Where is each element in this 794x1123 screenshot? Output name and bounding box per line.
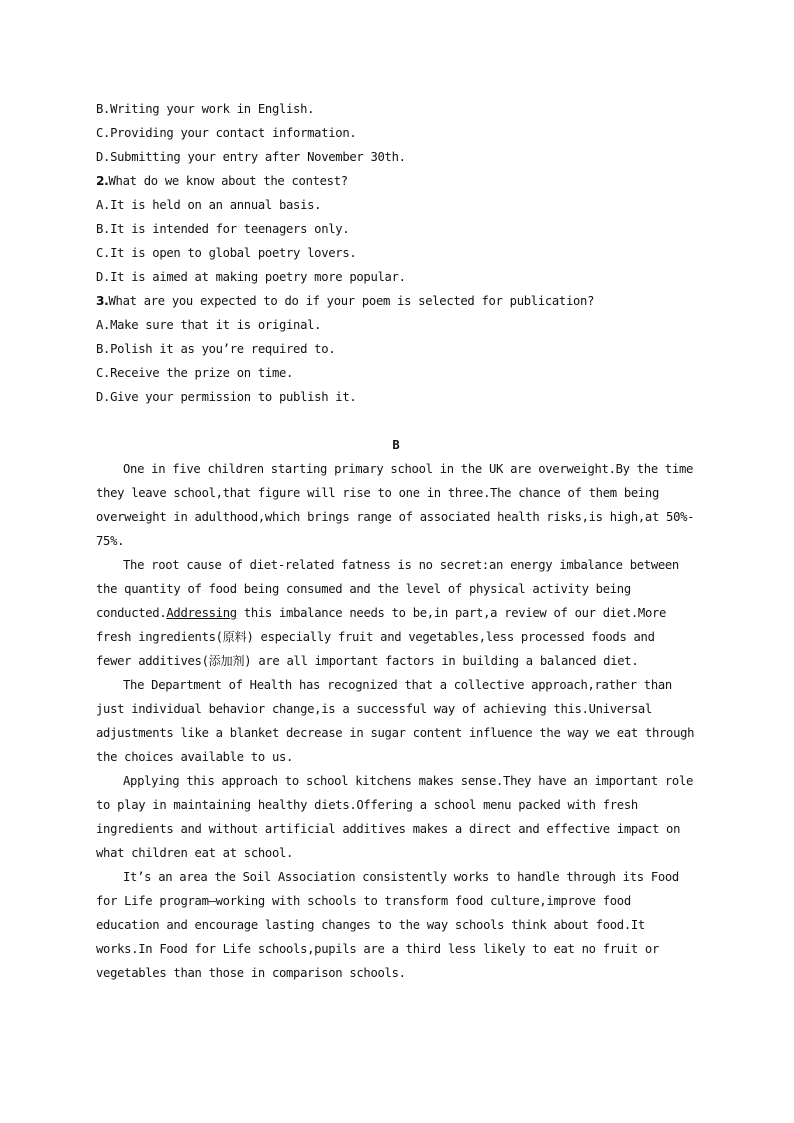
q2-option-c: C.It is open to global poetry lovers.	[96, 246, 357, 260]
q3-option-b: B.Polish it as you’re required to.	[96, 342, 336, 356]
paragraph-line: vegetables than those in comparison schools.	[96, 966, 406, 980]
passage-b-paragraph-4	[96, 769, 696, 865]
q3-option-a: A.Make sure that it is original.	[96, 318, 322, 332]
paragraph-line: It’s an area the Soil Association consistently works to handle through its Food	[123, 870, 679, 884]
q3-number: 3.	[96, 294, 109, 308]
paragraph-line: the choices available to us.	[96, 750, 294, 764]
paragraph-line: fewer additives(添加剂) are all important factors in building a balanced diet.	[96, 654, 639, 668]
q3-option-d: D.Give your permission to publish it.	[96, 390, 357, 404]
paragraph-line: for Life program—working with schools to transform food culture,improve food	[96, 894, 631, 908]
paragraph-line: what children eat at school.	[96, 846, 294, 860]
paragraph-line: 75%.	[96, 534, 125, 548]
paragraph-line: The root cause of diet-related fatness is no secret:an energy imbalance between	[123, 558, 679, 572]
paragraph-line: just individual behavior change,is a successful way of achieving this.Universal	[96, 702, 652, 716]
paragraph-line: ingredients and without artificial additives makes a direct and effective impact on	[96, 822, 681, 836]
q1-option-b: B.Writing your work in English.	[96, 102, 315, 116]
q3-stem-line	[96, 289, 696, 313]
paragraph-line: One in five children starting primary school in the UK are overweight.By the time	[123, 462, 694, 476]
passage-b-paragraph-2	[96, 553, 696, 673]
paragraph-line: to play in maintaining healthy diets.Offering a school menu packed with fresh	[96, 798, 638, 812]
paragraph-line: overweight in adulthood,which brings range of associated health risks,is high,at 50%-	[96, 510, 695, 524]
passage-b-paragraph-5	[96, 865, 696, 985]
text-segment: this imbalance needs to be,in part,a review of our diet.More	[236, 606, 667, 620]
paragraph-line: Applying this approach to school kitchens makes sense.They have an important role	[123, 774, 694, 788]
q1-option-c: C.Providing your contact information.	[96, 126, 357, 140]
paragraph-line	[96, 601, 696, 625]
passage-b-paragraph-3	[96, 673, 696, 769]
document-page	[96, 97, 696, 985]
question-3	[96, 289, 696, 409]
underlined-word-addressing: Addressing	[166, 606, 237, 620]
paragraph-line: works.In Food for Life schools,pupils are a third less likely to eat no fruit or	[96, 942, 660, 956]
paragraph-line: adjustments like a blanket decrease in sugar content influence the way we eat through	[96, 726, 695, 740]
q3-option-c: C.Receive the prize on time.	[96, 366, 294, 380]
q2-option-a: A.It is held on an annual basis.	[96, 198, 322, 212]
paragraph-line: they leave school,that figure will rise to one in three.The chance of them being	[96, 486, 660, 500]
q2-stem: What do we know about the contest?	[108, 174, 348, 188]
paragraph-line: education and encourage lasting changes to the way schools think about food.It	[96, 918, 645, 932]
q3-stem: What are you expected to do if your poem is selected for publication?	[108, 294, 595, 308]
paragraph-line: The Department of Health has recognized that a collective approach,rather than	[123, 678, 672, 692]
paragraph-line: the quantity of food being consumed and the level of physical activity being	[96, 582, 631, 596]
question-2	[96, 169, 696, 289]
q1-options	[96, 97, 696, 169]
q2-stem-line	[96, 169, 696, 193]
q1-option-d: D.Submitting your entry after November 30th.	[96, 150, 406, 164]
passage-b-heading: B	[392, 438, 400, 452]
q2-option-d: D.It is aimed at making poetry more popular.	[96, 270, 406, 284]
text-segment: conducted.	[96, 606, 167, 620]
q2-number: 2.	[96, 174, 109, 188]
paragraph-line: fresh ingredients(原料) especially fruit and vegetables,less processed foods and	[96, 630, 655, 644]
q2-option-b: B.It is intended for teenagers only.	[96, 222, 350, 236]
passage-b-paragraph-1	[96, 457, 696, 553]
